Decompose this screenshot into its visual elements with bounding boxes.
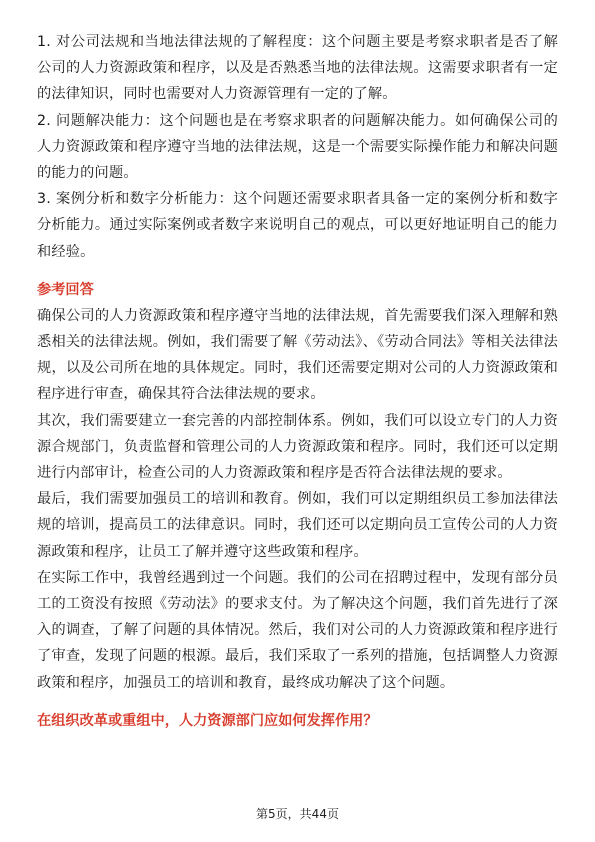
page-content bbox=[37, 29, 558, 734]
point-2: 2. 问题解决能力：这个问题也是在考察求职者的问题解决能力。如何确保公司的人力资源政策和程序遵守当地的法律法规，这是一个需要实际操作能力和解决问题的能力的问题。 bbox=[37, 112, 558, 182]
next-question-heading: 在组织改革或重组中，人力资源部门应如何发挥作用？ bbox=[37, 712, 378, 729]
answer-paragraph-2: 其次，我们需要建立一套完善的内部控制体系。例如，我们可以设立专门的人力资源合规部门，负责监督和管理公司的人力资源政策和程序。同时，我们还可以定期进行内部审计，检查公司的人力资源政策和程序是否符合法律法规的要求。 bbox=[37, 412, 558, 482]
answer-paragraph-1: 确保公司的人力资源政策和程序遵守当地的法律法规，首先需要我们深入理解和熟悉相关的法律法规。例如，我们需要了解《劳动法》、《劳动合同法》等相关法律法规，以及公司所在地的具体规定。同时，我们还需要定期对公司的人力资源政策和程序进行审查，确保其符合法律法规的要求。 bbox=[37, 307, 558, 403]
answer-heading: 参考回答 bbox=[37, 281, 94, 298]
answer-paragraph-4: 在实际工作中，我曾经遇到过一个问题。我们的公司在招聘过程中，发现有部分员工的工资没有按照《劳动法》的要求支付。为了解决这个问题，我们首先进行了深入的调查，了解了问题的具体情况。然后，我们对公司的人力资源政策和程序进行了审查，发现了问题的根源。最后，我们采取了一系列的措施，包括调整人力资源政策和程序，加强员工的培训和教育，最终成功解决了这个问题。 bbox=[37, 569, 558, 691]
point-3: 3. 案例分析和数字分析能力：这个问题还需要求职者具备一定的案例分析和数字分析能力。通过实际案例或者数字来说明自己的观点，可以更好地证明自己的能力和经验。 bbox=[37, 191, 558, 260]
point-1: 1. 对公司法规和当地法律法规的了解程度：这个问题主要是考察求职者是否了解公司的人力资源政策和程序，以及是否熟悉当地的法律法规。这需要求职者有一定的法律知识，同时也需要对人力资源管理有一定的了解。 bbox=[37, 34, 558, 103]
answer-paragraph-3: 最后，我们需要加强员工的培训和教育。例如，我们可以定期组织员工参加法律法规的培训，提高员工的法律意识。同时，我们还可以定期向员工宣传公司的人力资源政策和程序，让员工了解并遵守这些政策和程序。 bbox=[37, 491, 558, 560]
page-number-footer: 第5页，共44页 bbox=[256, 807, 339, 821]
